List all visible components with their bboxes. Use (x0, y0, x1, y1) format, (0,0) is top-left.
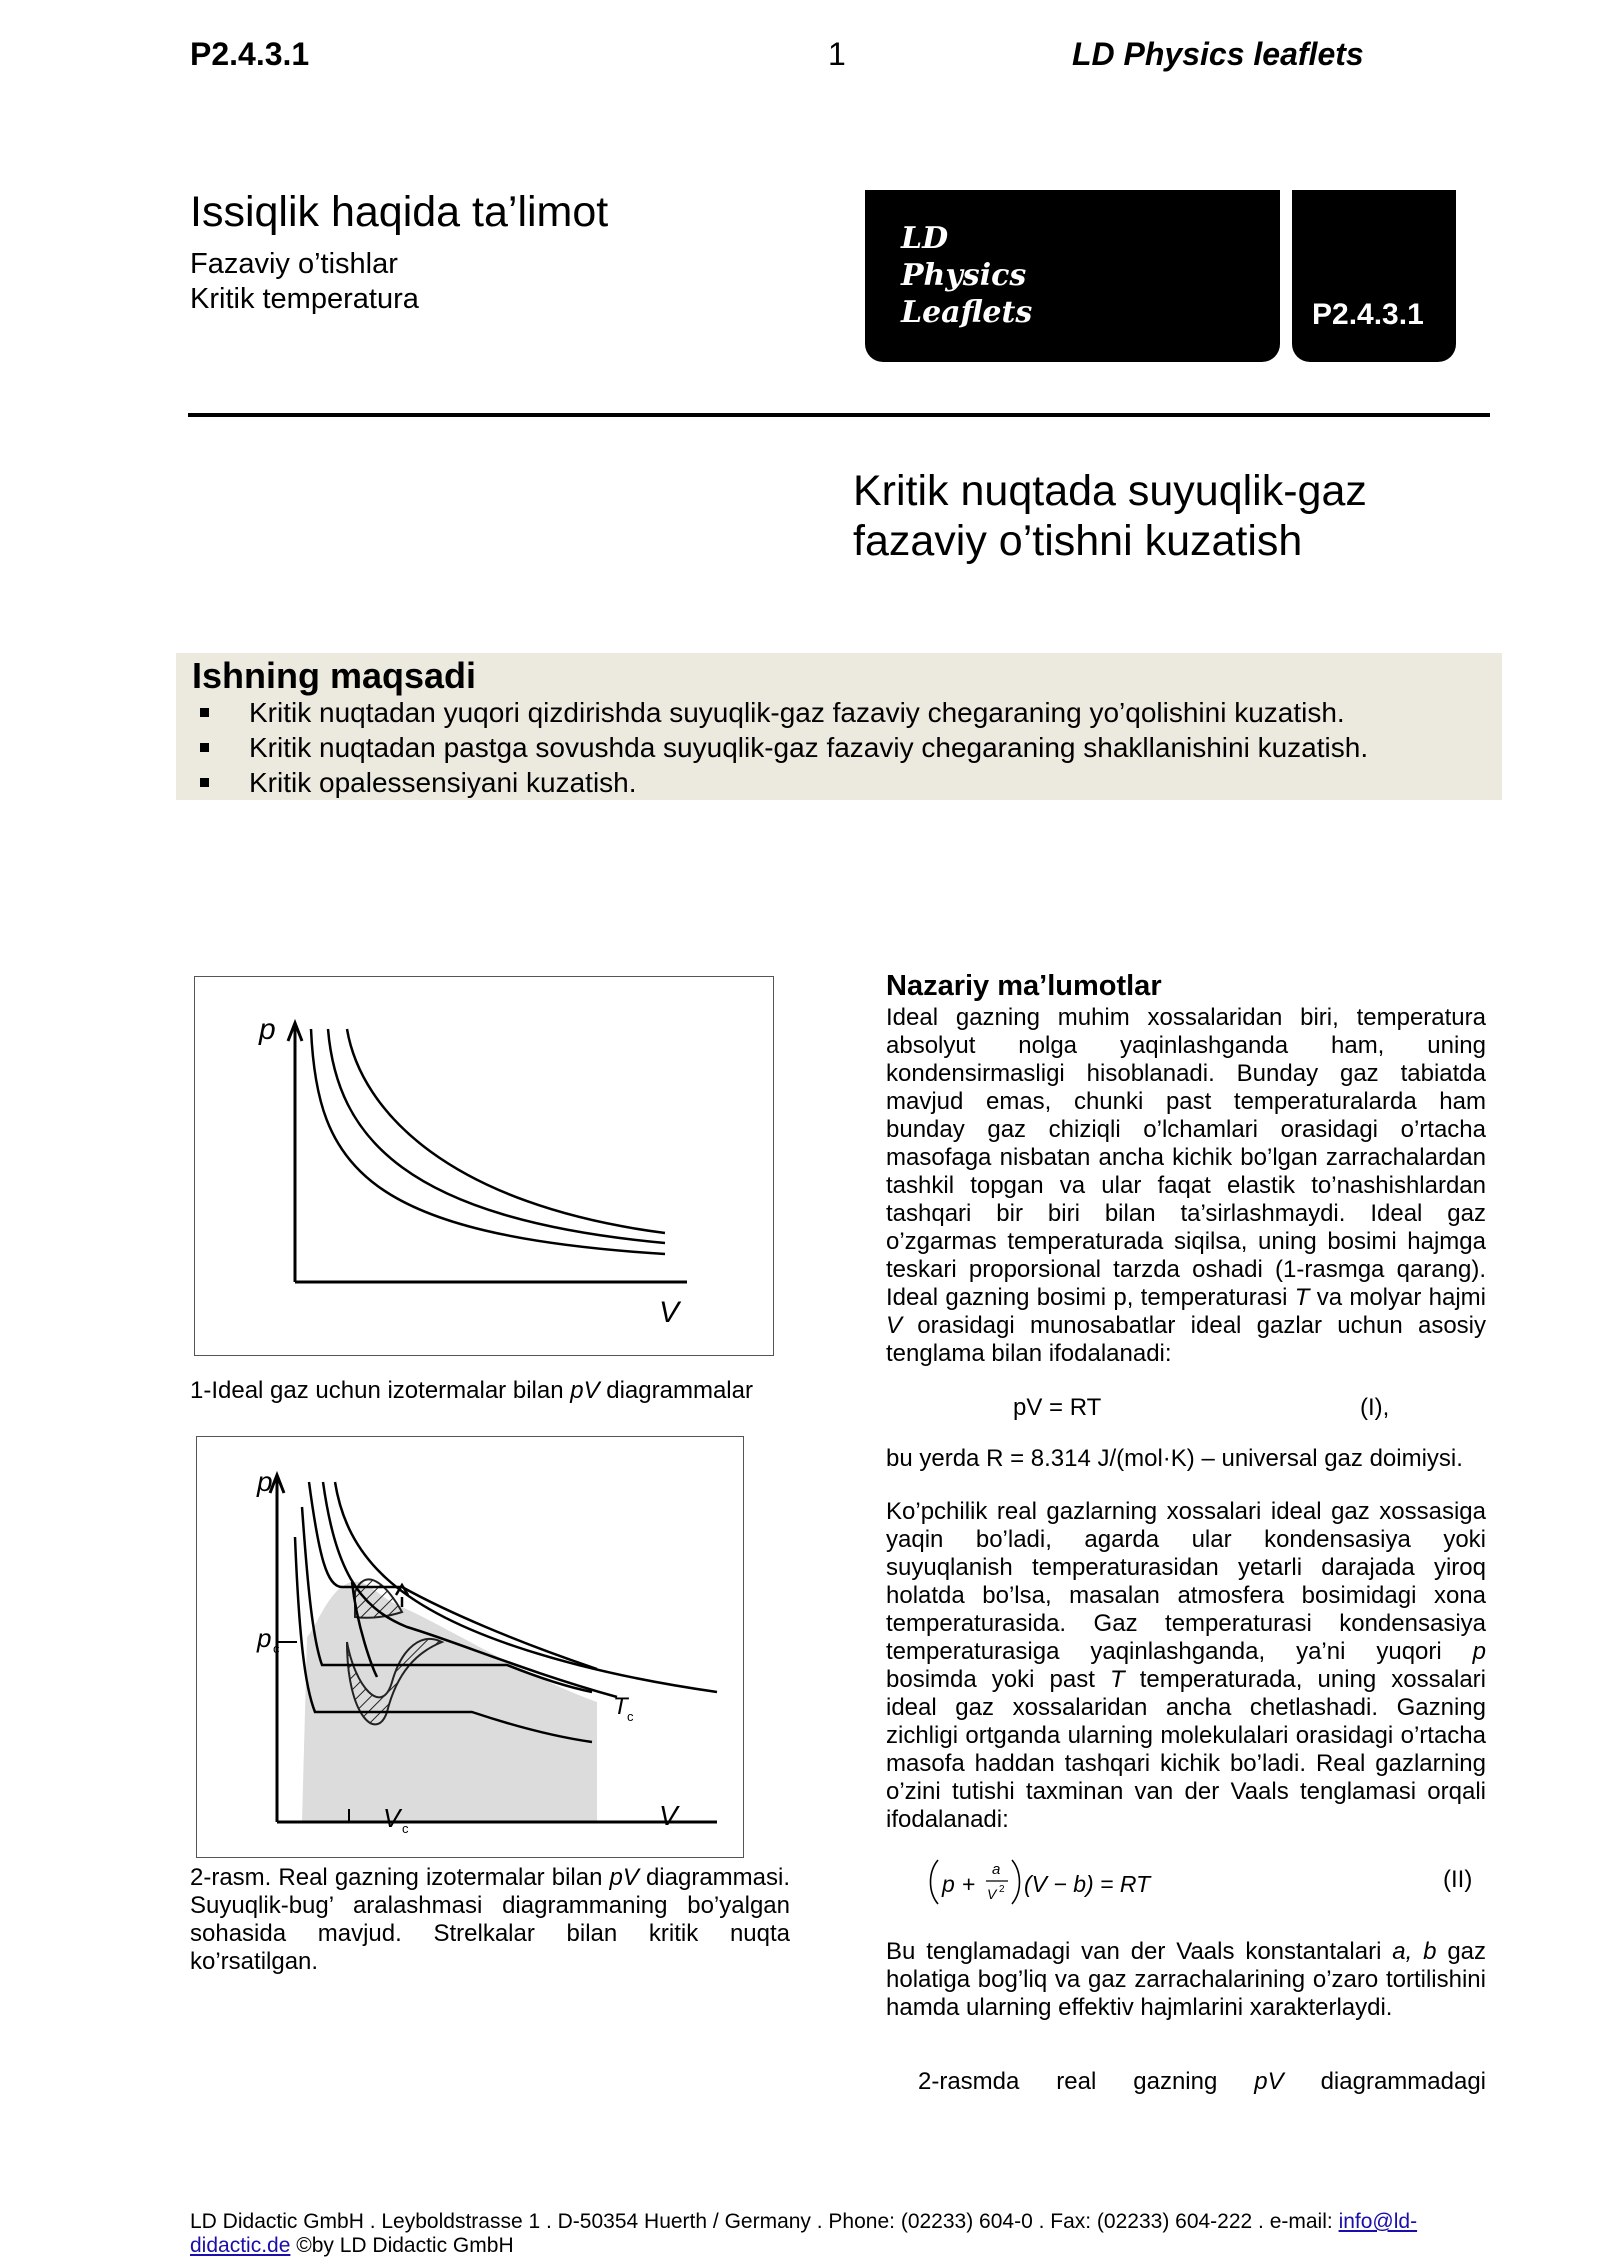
document-subtitle-1: Fazaviy o’tishlar (190, 248, 398, 280)
experiment-title-line-1: Kritik nuqtada suyuqlik-gaz (853, 467, 1367, 515)
aim-list (186, 695, 1368, 800)
liquid-vapor-region (302, 1582, 597, 1822)
figure-2-caption: 2-rasm. Real gazning izotermalar bilan pV diagrammasi. Suyuqlik-bug’ aralashmasi diagrammaning bo’yalgan sohasida mavjud. Strelkalar bilan kritik nuqta ko’rsatilgan. (190, 1864, 791, 1975)
left-paren (931, 1860, 939, 1904)
aim-item: Kritik opalessensiyani kuzatish. (186, 765, 1368, 800)
theory-heading: Nazariy ma’lumotlar (886, 970, 1162, 1002)
logo-code: P2.4.3.1 (1312, 298, 1424, 331)
tc-subscript: c (627, 1709, 634, 1724)
logo-line-2: Physics (901, 258, 1027, 293)
figure-1-plot (195, 977, 773, 1355)
logo-code-badge (1292, 190, 1456, 362)
document-subtitle-2: Kritik temperatura (190, 283, 419, 315)
isotherm-curve (311, 1029, 665, 1254)
tc-label: T (613, 1693, 628, 1720)
eq2-exponent: 2 (999, 1884, 1005, 1895)
eq2-rest: (V − b) = RT (1024, 1871, 1151, 1897)
figure-2-x-label: V (659, 1800, 678, 1831)
ld-physics-leaflets-logo (865, 190, 1280, 362)
experiment-title (853, 466, 1473, 566)
equation-2-number: (II) (1443, 1866, 1473, 1893)
header-brand: LD Physics leaflets (1072, 36, 1364, 72)
logo-line-3: Leaflets (901, 295, 1033, 330)
theory-paragraph-2: bu yerda R = 8.314 J/(mol·K) – universal gaz doimiysi. (886, 1445, 1463, 1472)
pc-label: p (257, 1623, 272, 1653)
email-link[interactable]: info@ld- (1338, 2210, 1418, 2233)
pc-subscript: c (273, 1641, 280, 1656)
eq2-v: V (987, 1886, 997, 1902)
eq2-a: a (992, 1861, 1001, 1878)
aim-heading: Ishning maqsadi (192, 655, 477, 696)
aim-item: Kritik nuqtadan yuqori qizdirishda suyuqlik-gaz fazaviy chegaraning yo’qolishini kuzatish. (186, 695, 1368, 730)
theory-paragraph-5: 2-rasmda real gazning pV diagrammadagi (918, 2068, 1486, 2095)
page-number: 1 (828, 36, 846, 72)
isotherm-curve (347, 1029, 665, 1233)
eq2-plus: + (962, 1871, 976, 1897)
equation-1-number: (I), (1360, 1394, 1390, 1421)
eq2-p: p (942, 1871, 955, 1897)
figure-1-y-label: p (259, 1013, 276, 1046)
aim-item: Kritik nuqtadan pastga sovushda suyuqlik-gaz fazaviy chegaraning shakllanishini kuzatish. (186, 730, 1368, 765)
figure-1-caption: 1-Ideal gaz uchun izotermalar bilan pV diagrammalar (190, 1377, 753, 1404)
experiment-title-line-2: fazaviy o’tishni kuzatish (853, 517, 1303, 565)
ideal-gas-equation: pV = RT (1013, 1394, 1102, 1421)
document-title: Issiqlik haqida ta’limot (190, 188, 609, 236)
figure-2-plot (197, 1437, 743, 1857)
header-code: P2.4.3.1 (190, 36, 310, 72)
vc-subscript: c (402, 1821, 409, 1836)
theory-paragraph-3: Ko’pchilik real gazlarning xossalari ideal gaz xossasiga yaqin bo’ladi, agarda ular kondensasiya yoki suyuqlanish temperaturasidan yetarli darajada yiroq holatda bo’lsa, masalan atmosfera bosimidagi xona temperaturasida. Gaz temperaturasi kondensasiya temperaturasiga yaqinlashganda, ya’ni yuqori p bosimda yoki past T temperaturada, uning xossalari ideal gaz xossalaridan ancha chetlashadi. Gazning zichligi ortganda ularning molekulalari orasidagi o’rtacha masofa haddan tashqari kichik bo’ladi. Real gazlarning o’zini tutishi taxminan van der Vaals tenglamasi orqali ifodalanadi: (886, 1498, 1486, 1833)
theory-paragraph-1: Ideal gazning muhim xossalaridan biri, temperatura absolyut nolga yaqinlashganda ham, uning kondensirmasligi hisoblanadi. Bunday gaz tabiatda mavjud emas, chunki past temperaturalarda ham bunday gaz chiziqli o’lchamlari orasidagi o’rtacha masofaga nisbatan ancha kichik bo’lgan zarrachalardan tashkil topgan va ular faqat elastik to’nashishlardan tashqari bir biri bilan ta’sirlashmaydi. Ideal gaz o’zgarmas temperaturada siqilsa, uning bosimi hajmga teskari proporsional tarzda oshadi (1-rasmga qarang). Ideal gazning bosimi p, temperaturasi T va molyar hajmi V orasidagi munosabatlar ideal gazlar uchun asosiy tenglama bilan ifodalanadi: (886, 1004, 1486, 1367)
right-paren (1012, 1860, 1020, 1904)
page-footer: LD Didactic GmbH . Leyboldstrasse 1 . D-50354 Huerth / Germany . Phone: (02233) 604-0 . Fax: (02233) 604-222 . e-mail: info@ld- didactic.de ©by LD Didactic GmbH (190, 2210, 1418, 2257)
van-der-waals-formula (926, 1854, 1186, 1910)
figure-1-x-label: V (659, 1296, 680, 1329)
aim-box (176, 653, 1502, 800)
logo-line-1: LD (901, 221, 949, 256)
vc-label: V (383, 1803, 401, 1833)
theory-paragraph-4: Bu tenglamadagi van der Vaals konstantalari a, b gaz holatiga bog’liq va gaz zarrachalarining o’zaro tortilishini hamda ularning effektiv hajmlarini xarakterlaydi. (886, 1938, 1487, 2021)
figure-1-ideal-gas-isotherms (194, 976, 774, 1356)
van-der-waals-equation (926, 1854, 1186, 1915)
isotherm-curve (328, 1029, 665, 1243)
email-link-continued[interactable]: didactic.de (190, 2234, 291, 2257)
figure-2-y-label: p (257, 1466, 273, 1497)
title-divider (188, 413, 1490, 417)
figure-2-real-gas-isotherms (196, 1436, 744, 1858)
